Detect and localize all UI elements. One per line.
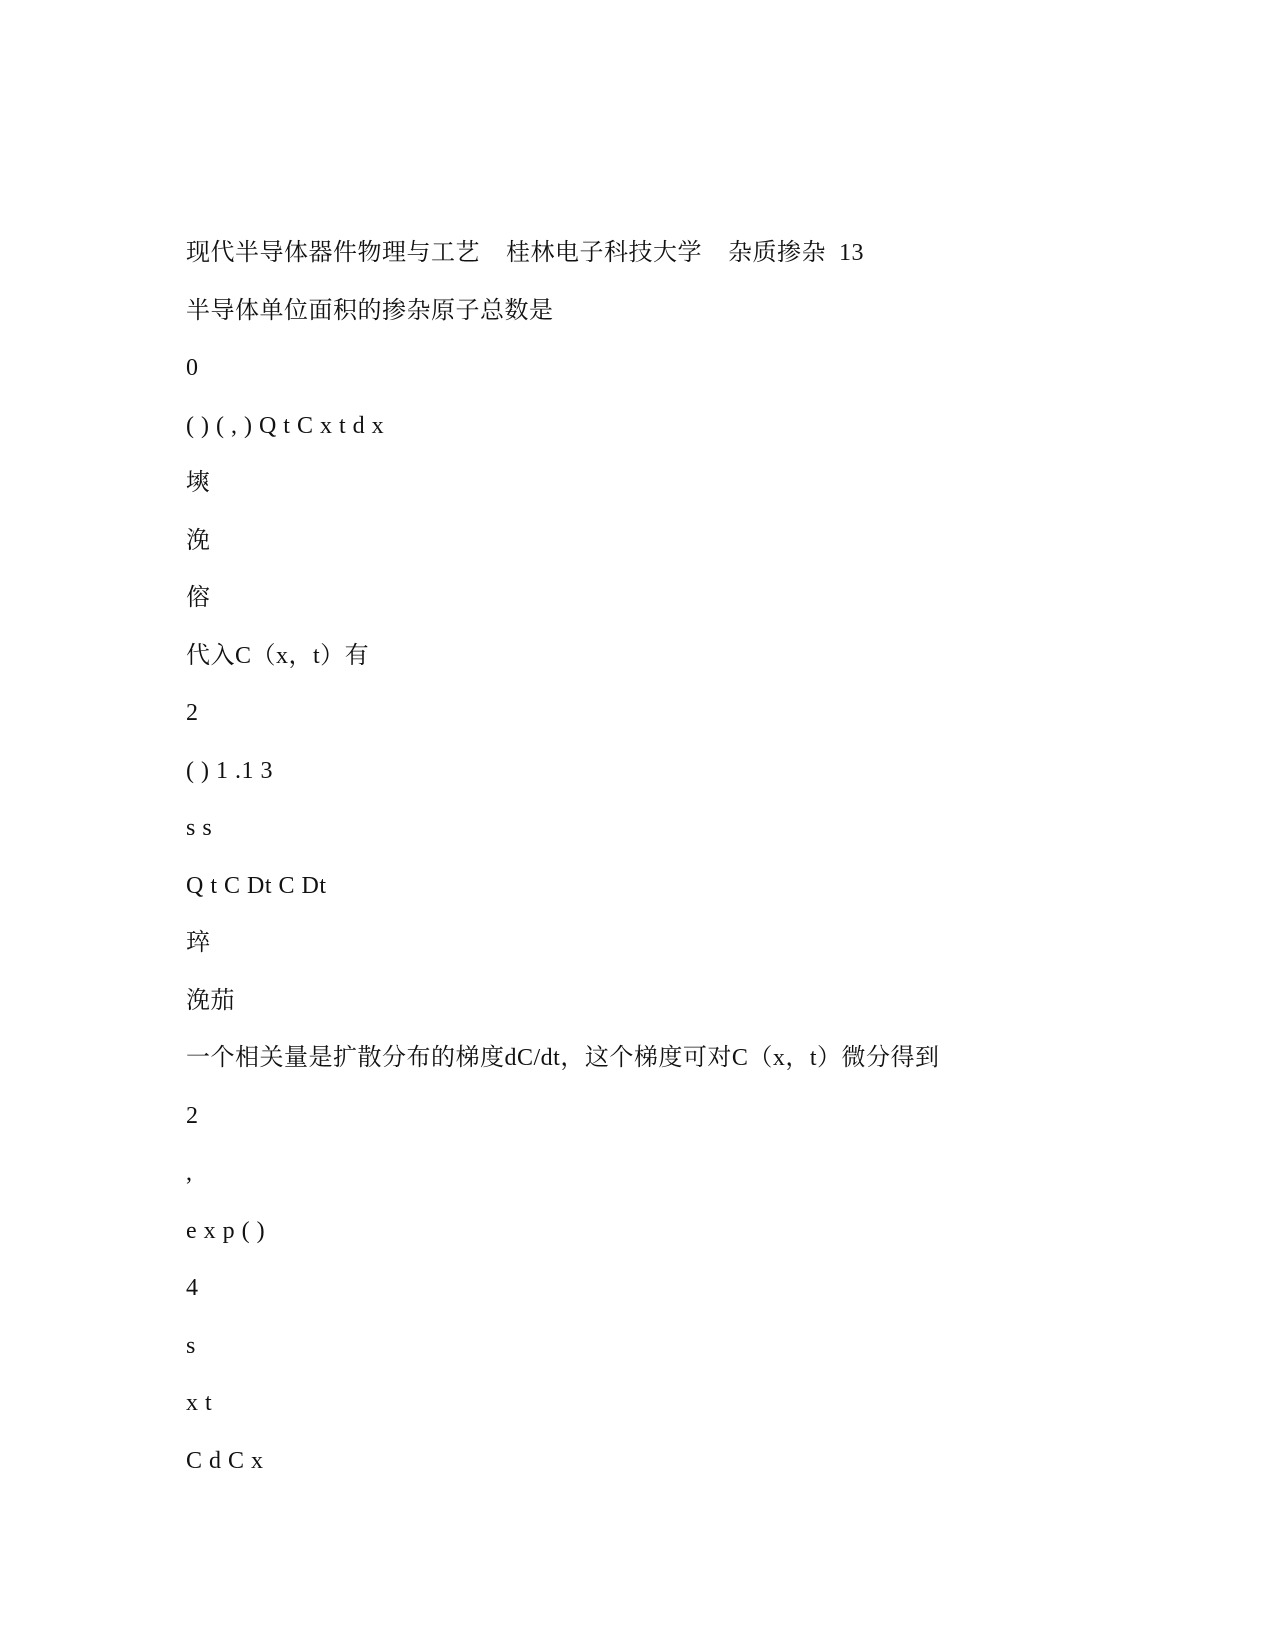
text-line: 半导体单位面积的掺杂原子总数是 xyxy=(186,298,554,324)
formula-fragment: ( ) 1 .1 3 xyxy=(186,758,273,784)
formula-fragment: Q t C Dt C Dt xyxy=(186,873,327,899)
formula-fragment: 4 xyxy=(186,1275,199,1301)
garbled-glyph: 琗 xyxy=(186,930,211,956)
formula-fragment: , xyxy=(186,1160,193,1186)
formula-fragment: ( ) ( , ) Q t C x t d x xyxy=(186,413,385,439)
text-line: 一个相关量是扩散分布的梯度dC/dt，这个梯度可对C（x，t）微分得到 xyxy=(186,1045,940,1071)
garbled-glyph: 傛 xyxy=(186,585,211,611)
formula-fragment: s xyxy=(186,1333,196,1359)
garbled-glyph: 浼茄 xyxy=(186,988,235,1014)
formula-fragment: 2 xyxy=(186,700,199,726)
garbled-glyph: 塽 xyxy=(186,470,211,496)
formula-fragment: C d C x xyxy=(186,1448,264,1474)
header-line: 现代半导体器件物理与工艺 桂林电子科技大学 杂质掺杂 13 xyxy=(186,240,864,266)
garbled-glyph: 浼 xyxy=(186,528,211,554)
formula-fragment: s s xyxy=(186,815,213,841)
formula-fragment: 0 xyxy=(186,355,199,381)
text-line: 代入C（x，t）有 xyxy=(186,643,370,669)
formula-fragment: x t xyxy=(186,1390,213,1416)
formula-fragment: 2 xyxy=(186,1103,199,1129)
formula-fragment: e x p ( ) xyxy=(186,1218,266,1244)
